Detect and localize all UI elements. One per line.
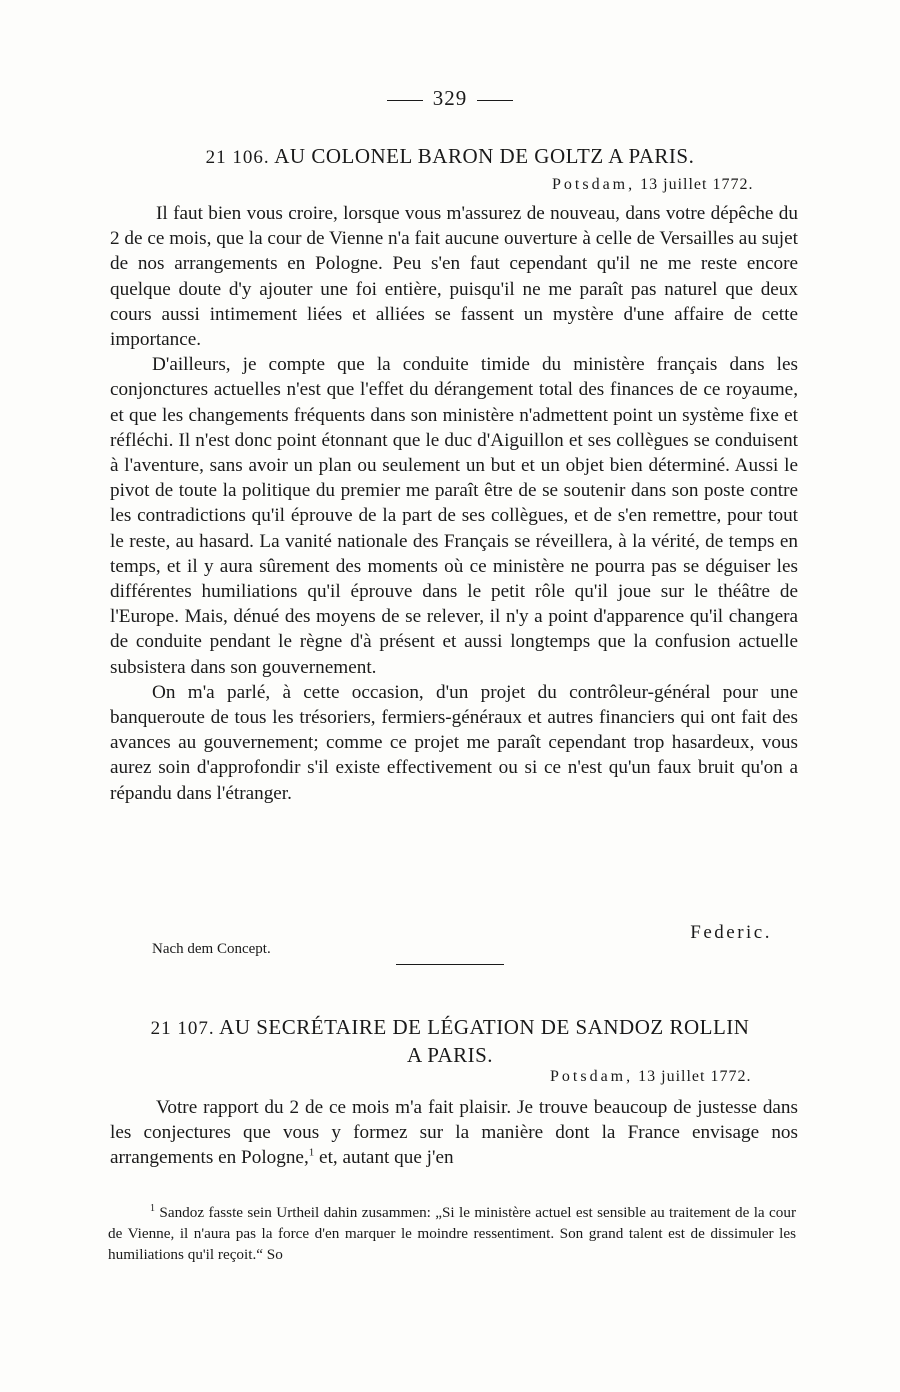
footnote-marker: 1: [150, 1202, 155, 1214]
letter1-heading: [100, 143, 800, 171]
page-number-text: 329: [432, 86, 468, 110]
footnote: [108, 1202, 796, 1265]
letter1-paragraph-3: On m'a parlé, à cette occasion, d'un projet du contrôleur-général pour une banqueroute de tous les trésoriers, fermiers-généraux et autres financiers qui ont fait des avances au gouvernement; comme ce projet me paraît cependant trop hasardeux, vous aurez soin d'approfondir s'il existe effectivement ou si ce n'est qu'un faux bruit qu'on a répandu dans l'étranger.: [110, 681, 798, 804]
letter2-title-line2: A PARIS.: [406, 1043, 494, 1067]
letter1-dateline: [552, 176, 753, 194]
page-number: [0, 86, 900, 111]
letter1-source-note: Nach dem Concept.: [152, 941, 271, 957]
footnote-reference: 1: [308, 1147, 315, 1160]
letter2-date: 13 juillet 1772.: [638, 1068, 752, 1085]
letter1-title: AU COLONEL BARON DE GOLTZ A PARIS.: [274, 144, 695, 168]
letter2-heading: [100, 1014, 800, 1068]
letter1-date: 13 juillet 1772.: [640, 176, 754, 193]
page-number-rule-right: [477, 100, 513, 101]
letter1-number: 21 106.: [205, 147, 270, 168]
letter2-paragraph-1: [110, 1095, 798, 1171]
letter2-dateline: [550, 1068, 751, 1086]
letter2-body: [110, 1095, 798, 1171]
footnote-paragraph: [108, 1202, 796, 1265]
section-divider: [396, 964, 504, 965]
letter2-paragraph-start: Votre rapport du 2 de ce mois m'a fait plaisir. Je trouve beaucoup de justesse dans les conjectures que vous y formez sur la manière dont la France envisage nos arrangements en Pologne,: [110, 1097, 798, 1169]
page-number-rule-left: [387, 100, 423, 101]
footnote-text: Sandoz fasste sein Urtheil dahin zusammen: „Si le ministère actuel est sensible au traitement de la cour de Vienne, il n'aura pas la force d'en marquer le moindre ressentiment. Son grand talent est de dissimuler les humiliations qu'il reçoit.“ So: [108, 1204, 797, 1263]
letter2-number: 21 107.: [150, 1018, 215, 1039]
letter1-paragraph-2: D'ailleurs, je compte que la conduite timide du ministère français dans les conjonctures actuelles n'est que l'effet du dérangement total des finances de ce royaume, et que les changements fréquents dans son ministère n'admettent point un système fixe et réfléchi. Il n'est donc point étonnant que le duc d'Aiguillon et ses collègues se conduisent à l'aventure, sans avoir un plan ou seulement un but et un objet bien déterminé. Aussi le pivot de toute la politique du premier me paraît être de se soutenir dans son poste contre les contradictions qu'il éprouve de la part de ses collègues, et de s'en remettre, pour tout le reste, au hasard. La vanité nationale des Français se réveillera, à la vérité, de temps en temps, et il y aura sûrement des moments où ce ministère ne pourra pas se déguiser les différentes humiliations qu'il éprouve dans le petit rôle qu'il joue sur le théâtre de l'Europe. Mais, dénué des moyens de se relever, il n'y a point d'apparence qu'il changera de conduite pendant le règne d'à présent et aussi longtemps que la confusion actuelle subsistera dans son gouvernement.: [110, 354, 798, 678]
letter1-body: [110, 201, 798, 806]
letter1-place: Potsdam,: [552, 176, 636, 193]
letter1-paragraph-1: Il faut bien vous croire, lorsque vous m'assurez de nouveau, dans votre dépêche du 2 de ce mois, que la cour de Vienne n'a fait aucune ouverture à celle de Versailles au sujet de nos arrangements en Pologne. Peu s'en faut cependant qu'il ne me reste encore quelque doute d'y ajouter une foi entière, puisqu'il ne me paraît pas naturel que deux cours aussi intimement liées et alliées se fassent un mystère d'une affaire de cette importance.: [110, 203, 798, 351]
letter2-paragraph-end: et, autant que j'en: [314, 1147, 454, 1169]
letter1-signature: Federic.: [690, 922, 772, 943]
letter2-title-line1: AU SECRÉTAIRE DE LÉGATION DE SANDOZ ROLLIN: [219, 1015, 750, 1039]
letter2-place: Potsdam,: [550, 1068, 634, 1085]
